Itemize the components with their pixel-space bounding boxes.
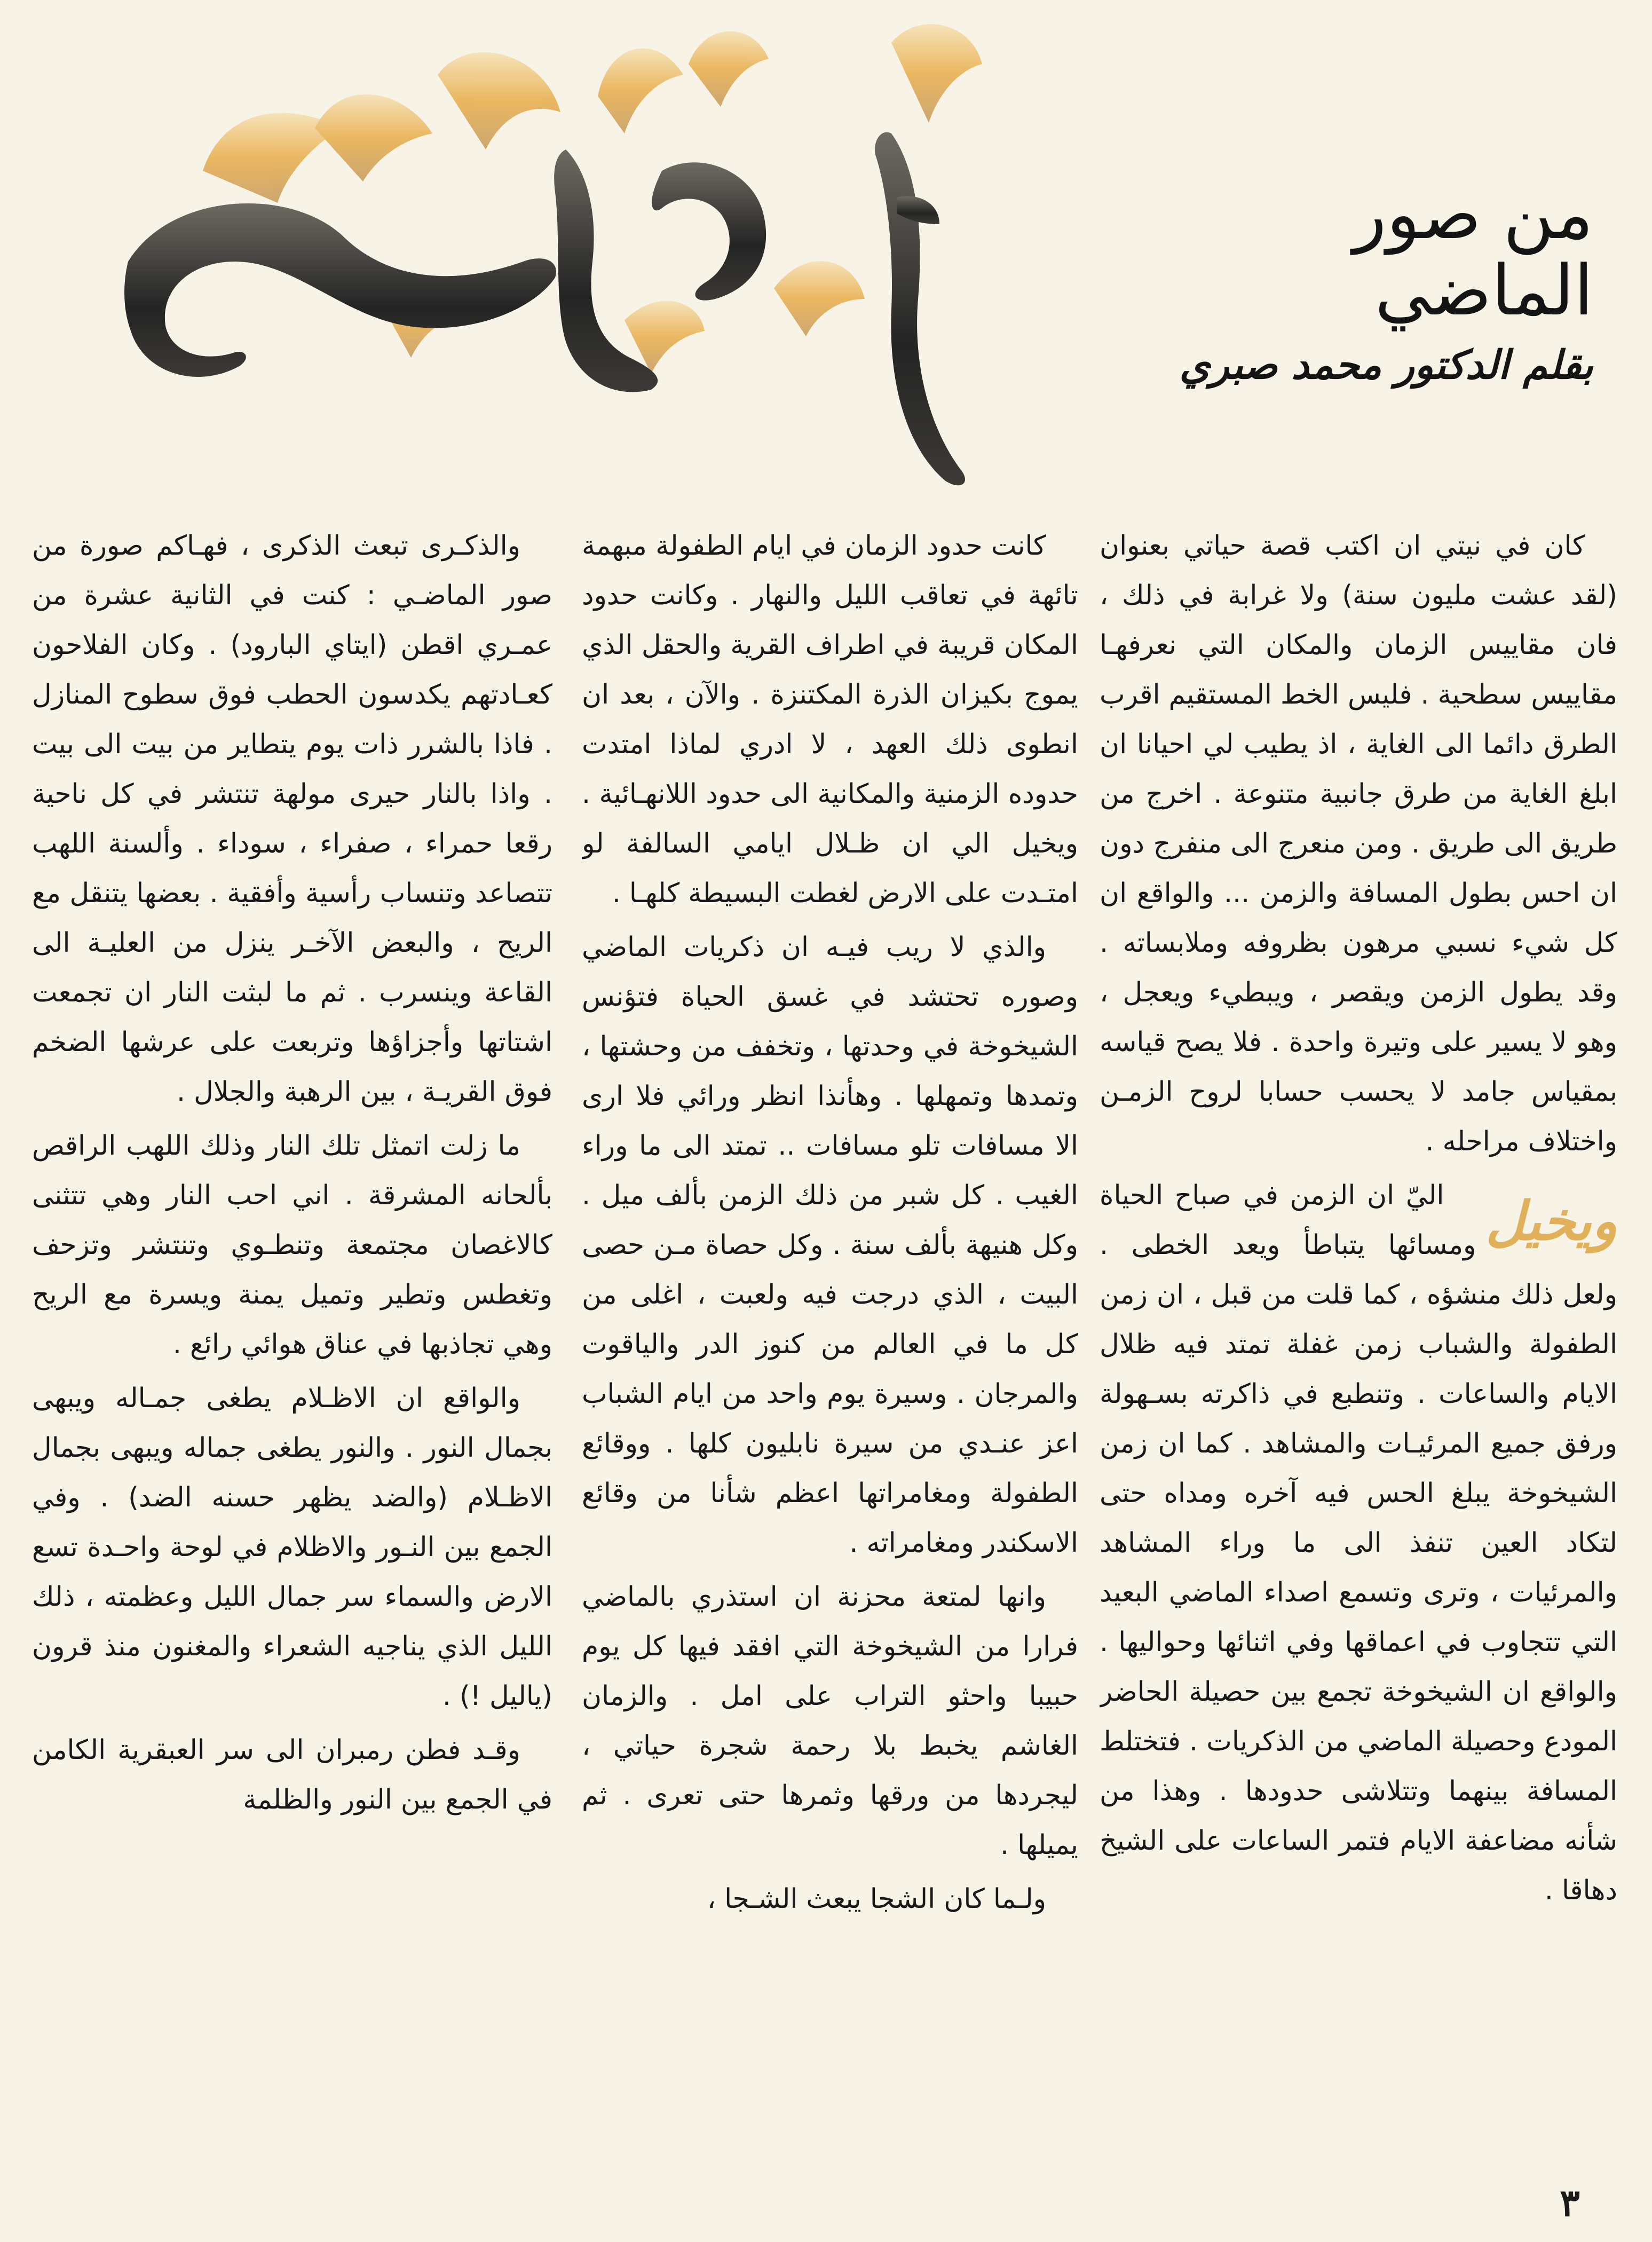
paragraph: ما زلت اتمثل تلك النار وذلك اللهب الراقص بألحانه المشرقة . اني احب النار وهي تتثنى كالاغصان مجتمعة وتنطـوي وتنتشر وتزحف وتغطس وتطير وتميل يمنة ويسرة مع الريح وهي تجاذبها في عناق هوائي رائع . bbox=[32, 1130, 552, 1360]
paragraph: وانها لمتعة محزنة ان استذري بالماضي فرارا من الشيخوخة التي افقد فيها كل يوم حبيبا واحثو التراب على امل . والزمان الغاشم يخبط بلا رحمة شجرة حياتي ، ليجردها من ورقها وثمرها حتى تعرى . ثم يميلها . bbox=[582, 1581, 1078, 1860]
article-byline: بقلم الدكتور محمد صبري bbox=[1179, 342, 1593, 388]
paragraph: اليّ ان الزمن في صباح الحياة ومسائها يتباطأ ويعد الخطى . ولعل ذلك منشؤه ، كما قلت من قبل ، ان زمن الطفولة والشباب زمن غفلة تمتد فيه ظلال الايام والساعات . وتنطبع في ذاكرته بسـهولة ورفق جميع المرئيـات والمشاهد . كما ان زمن الشيخوخة يبلغ الحس فيه آخره ومداه حتى لتكاد العين تنفذ الى ما وراء المشاهد والمرئيات ، وترى وتسمع اصداء الماضي البعيد التي تتجاوب في اعماقها وفي اثنائها وحواليها . والواقع ان الشيخوخة تجمع بين حصيلة الحاضر المودع وحصيلة الماضي من الذكريات . فتختلط المسافة بينهما وتتلاشى حدودها . وهذا من شأنه مضاعفة الايام فتمر الساعات على الشيخ دهاقا . bbox=[1100, 1179, 1617, 1906]
paragraph: كانت حدود الزمان في ايام الطفولة مبهمة تائهة في تعاقب الليل والنهار . وكانت حدود المكان قريبة في اطراف القرية والحقل الذي يموج بكيزان الذرة المكتنزة . والآن ، بعد ان انطوى ذلك العهد ، لا ادري لماذا امتدت حدوده الزمنية والمكانية الى حدود اللانهـائية . ويخيل الي ان ظـلال ايامي السالفة لو امتـدت على الارض لغطت البسيطة كلهـا . bbox=[582, 530, 1078, 909]
decorative-drop-word: ويخيل bbox=[1485, 1189, 1617, 1252]
paragraph: والذكـرى تبعث الذكرى ، فهـاكم صورة من صور الماضـي : كنت في الثانية عشرة من عمـري اقطن (ايتاي البارود) . وكان الفلاحون كعـادتهم يكدسون الحطب فوق سطوح المنازل . فاذا بالشرر ذات يوم يتطاير من بيت الى بيت . واذا بالنار حيرى مولهة تنتشر في كل ناحية رقعا حمراء ، صفراء ، سوداء . وألسنة اللهب تتصاعد وتنساب رأسية وأفقية . بعضها يتنقل مع الريح ، والبعض الآخـر ينزل من العليـة الى القاعة وينسرب . ثم ما لبثت النار ان تجمعت اشتاتها وأجزاؤها وتربعت على عرشها الضخم فوق القريـة ، بين الرهبة والجلال . bbox=[32, 530, 552, 1107]
paragraph: كان في نيتي ان اكتب قصة حياتي بعنوان (لقد عشت مليون سنة) ولا غرابة في ذلك ، فان مقاييس الزمان والمكان التي نعرفهـا مقاييس سطحية . فليس الخط المستقيم اقرب الطرق دائما الى الغاية ، اذ يطيب لي احيانا ان ابلغ الغاية من طرق جانبية متنوعة . اخرج من طريق الى طريق . ومن منعرج الى منفرج دون ان احس بطول المسافة والزمن ... والواقع ان كل شيء نسبي مرهون بظروفه وملابساته . وقد يطول الزمن ويقصر ، ويبطيء ويعجل ، وهو لا يسير على وتيرة واحدة . فلا يصح قياسه بمقياس جامد لا يحسب حسابا لروح الزمـن واختلاف مراحله . bbox=[1100, 530, 1617, 1157]
column-right bbox=[1100, 520, 1617, 2133]
column-middle bbox=[582, 520, 1078, 2133]
article-subtitle: من صور الماضي bbox=[1353, 173, 1593, 331]
paragraph: والذي لا ريب فيـه ان ذكريات الماضي وصوره تحتشد في غسق الحياة فتؤنس الشيخوخة في وحدتها ، وتخفف من وحشتها ، وتمدها وتمهلها . وهأنذا انظر ورائي فلا ارى الا مسافات تلو مسافات .. تمتد الى ما وراء الغيب . كل شبر من ذلك الزمن بألف ميل . وكل هنيهة بألف سنة . وكل حصاة مـن حصى البيت ، الذي درجت فيه ولعبت ، اغلى من كل ما في العالم من كنوز الدر والياقوت والمرجان . وسيرة يوم واحد من ايام الشباب اعز عنـدي من سيرة نابليون كلها . ووقائع الطفولة ومغامراتها اعظم شأنا من وقائع الاسكندر ومغامراته . bbox=[582, 931, 1078, 1558]
page-number: ٣ bbox=[1560, 2181, 1580, 2225]
paragraph: ولـما كان الشجا يبعث الشـجا ، bbox=[707, 1883, 1046, 1914]
article-body bbox=[32, 520, 1623, 2133]
paragraph: والواقع ان الاظـلام يطغى جمـاله ويبهى بجمال النور . والنور يطغى جماله ويبهى بجمال الاظـلام (والضد يظهر حسنه الضد) . وفي الجمع بين النـور والاظلام في لوحة واحـدة تسع الارض والسماء سر جمال الليل وعظمته ، ذلك الليل الذي يناجيه الشعراء والمغنون منذ قرون (ياليل !) . bbox=[32, 1382, 552, 1711]
article-header bbox=[0, 0, 1652, 507]
paragraph: وقـد فطن رمبران الى سر العبقرية الكامن في الجمع بين النور والظلمة bbox=[32, 1734, 552, 1815]
column-left bbox=[32, 520, 552, 2133]
